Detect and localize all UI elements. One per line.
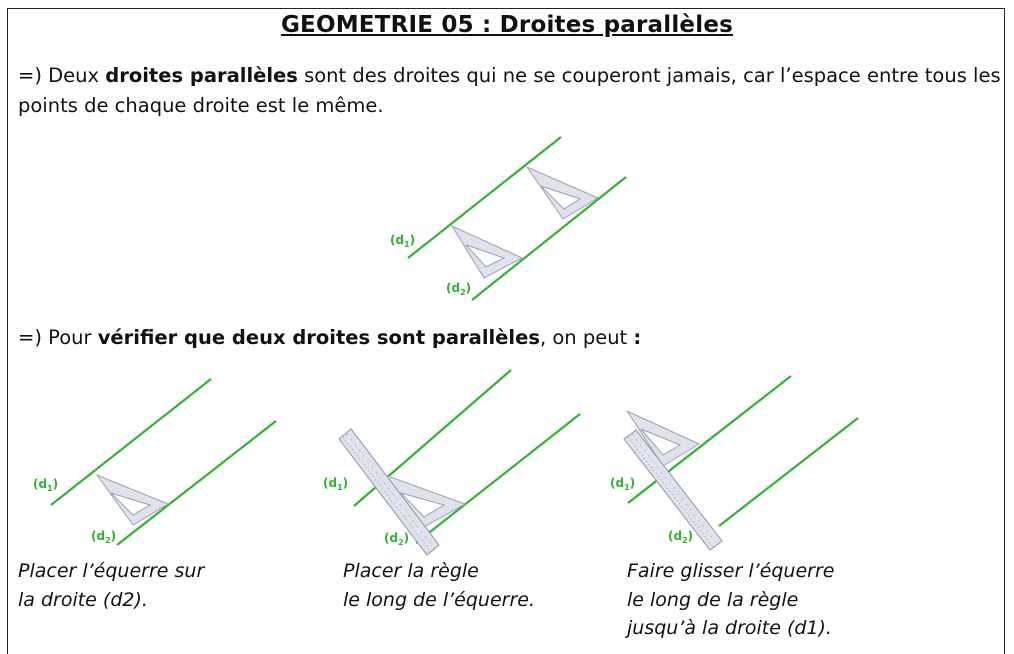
label-d1: $(d_1)$ [33,477,59,493]
line-d2 [416,414,580,543]
line-d1 [408,137,561,258]
caption-line: le long de la règle [627,588,799,611]
step-3-caption [627,557,834,643]
step-2-caption [343,557,535,614]
line-d2 [117,421,276,545]
caption-line: Faire glisser l’équerre [627,560,835,582]
label-d1: $(d_1)$ [323,476,349,492]
caption-line: jusqu’à la droite (d1). [627,617,832,639]
page-title: GEOMETRIE 05 : Droites parallèles [280,12,734,38]
set-square-icon [452,226,522,278]
label-d2: $(d_2)$ [384,531,410,547]
figure-step-1 [33,379,276,545]
set-square-icon [527,167,598,219]
label-d2: $(d_2)$ [446,281,472,297]
verify-suffix: , on peut [539,326,634,349]
verify-bold: vérifier que deux droites sont parallèles [97,326,540,349]
caption-line: la droite (d2). [18,588,148,611]
intro-bold: droites parallèles [105,64,298,87]
line-d2 [719,418,858,526]
figure-parallel-lines [390,137,626,300]
set-square-icon [97,475,168,525]
intro-suffix: sont des droites qui ne se couperont jamais, car l’espace entre tous les points de chaque droite est le même. [18,64,1001,117]
label-d1: $(d_1)$ [390,233,416,249]
caption-line: le long de l’équerre. [343,588,535,611]
step-1-caption [18,557,204,614]
label-d1: $(d_1)$ [610,476,636,492]
line-d1 [51,379,211,505]
figure-step-2 [323,370,580,555]
figure-step-3 [610,376,858,550]
label-d2: $(d_2)$ [91,529,117,545]
caption-line: Placer la règle [343,560,479,582]
label-d2: $(d_2)$ [668,529,694,545]
line-d1 [628,376,791,503]
caption-line: Placer l’équerre sur [18,560,205,582]
verify-colon: : [633,326,642,349]
verify-prefix: =) Pour [18,326,98,349]
intro-prefix: =) Deux [18,64,106,87]
